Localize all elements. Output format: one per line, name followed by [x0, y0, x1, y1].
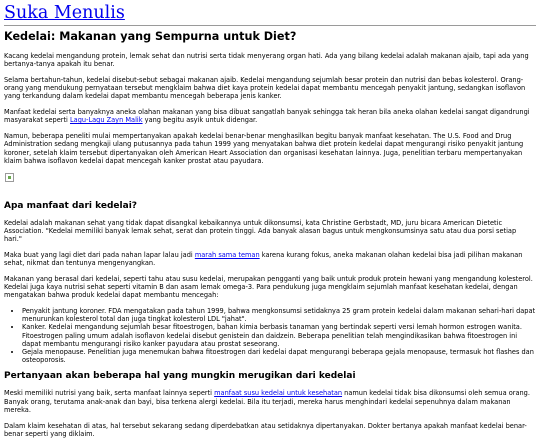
site-title-link[interactable]: Suka Menulis: [4, 3, 125, 23]
text-span: Maka buat yang lagi diet dari pada nahan lapar lalau jadi: [4, 250, 195, 259]
link-lagu-zayn-malik[interactable]: Lagu-Lagu Zayn Malik: [69, 116, 143, 125]
broken-image-icon: [5, 173, 14, 182]
intro-paragraph-3: [4, 108, 536, 124]
text-span: yang begitu asyik untuk didengar.: [142, 116, 258, 125]
section-2-paragraph-2: Dalam klaim kesehatan di atas, hal tersebut sekarang sedang diperdebatkan atau setidaknya dipertanyakan. Dokter bertanya apakah manfaat kedelai benar-benar seperti yang diklaim.: [4, 421, 527, 438]
post-title: Kedelai: Makanan yang Sempurna untuk Diet?: [4, 30, 297, 43]
section-1-paragraph-3: Makanan yang berasal dari kedelai, seperti tahu atau susu kedelai, merupakan pengganti yang baik untuk produk protein hewani yang mengandung kolesterol. Kedelai juga kaya nutrisi sehat seperti vitamin B dan asam lemak omega-3. Para pendukung juga mengklaim sejumlah manfaat kesehatan kedelai, dengan mengatakan bahwa produk kedelai dapat membantu mencegah:: [4, 274, 533, 300]
list-item: • Gejala menopause. Penelitian juga menemukan bahwa fitoestrogen dari kedelai dapat mengurangi beberapa gejala menopause, termasuk hot flashes dan osteoporosis.: [22, 348, 536, 364]
section-heading-manfaat: Apa manfaat dari kedelai?: [4, 200, 138, 211]
section-1-paragraph-1: Kedelai adalah makanan sehat yang tidak dapat disangkal kebaikannya untuk dikonsumsi, kata Christine Gerbstadt, MD, juru bicara American Dietetic Association. "Kedelai memiliki banyak lemak sehat, serat dan protein tinggi. Ada banyak alasan bagus untuk mengkonsumsinya satu atau dua porsi setiap hari.": [4, 218, 517, 244]
link-manfaat-susu-kedelai[interactable]: manfaat susu kedelai untuk kesehatan: [214, 389, 343, 398]
list-item: • Penyakit jantung koroner. FDA mengatakan pada tahun 1999, bahwa mengkonsumsi setidaknya 25 gram protein kedelai dalam makanan sehari-hari dapat menurunkan kolesterol total dan juga tingkat kolesterol LDL "jahat".: [22, 307, 536, 323]
text-span: karena kurang fokus, aneka makanan olahan kedelai bisa jadi pilihan makanan sehat, nikmat dan tentunya mengenyangkan.: [4, 250, 523, 268]
intro-paragraph-1: Kacang kedelai mengandung protein, lemak sehat dan nutrisi serta tidak menyerang organ hati. Ada yang bilang kedelai adalah makanan ajaib, tapi ada yang bertanya-tanya apakah itu benar.: [4, 52, 529, 69]
post-article: [4, 30, 536, 438]
header-divider: [4, 25, 536, 26]
text-span: Meski memiliki nutrisi yang baik, serta manfaat lainnya seperti: [4, 389, 215, 398]
text-span: namun kedelai tidak bisa dikonsumsi oleh semua orang. Banyak orang, terutama anak-anak dan bayi, bisa terkena alergi kedelai. Bila itu terjadi, mereka harus menghindari kedelai sepenuhnya dalam makanan mereka.: [4, 389, 530, 414]
benefits-list: [4, 307, 536, 364]
intro-paragraph-4: Namun, beberapa peneliti mulai mempertanyakan apakah kedelai benar-benar menghasilkan begitu banyak manfaat kesehatan. The U.S. Food and Drug Administration sedang mengkaji ulang putusannya pada tahun 1999 yang menyatakan bahwa diet protein kedelai dapat mengurangi risiko penyakit jantung koroner, setelah klaim tersebut dipertanyakan oleh American Heart Association dan organisasi kesehatan lainnya. Juga, penelitian terbaru mempertanyakan klaim bahwa isoflavon kedelai dapat mencegah kanker prostat atau payudara.: [4, 132, 524, 165]
intro-paragraph-2: Selama bertahun-tahun, kedelai disebut-sebut sebagai makanan ajaib. Kedelai mengandung sejumlah besar protein dan nutrisi dan bebas kolesterol. Orang-orang yang mendukung pernyataan tersebut mengklaim bahwa diet kaya protein kedelai dapat membantu mencegah penyakit jantung, sedangkan isoflavon yang terkandung dalam kedelai dapat membantu mencegah beberapa jenis kanker.: [4, 76, 526, 101]
text-span: Manfaat kedelai serta banyaknya aneka olahan makanan yang bisa dibuat sangatlah banyak sehingga tak heran bila aneka olahan kedelai sangat digandrungi masyarakat seperti: [4, 108, 530, 125]
section-1-paragraph-2: [4, 251, 536, 267]
section-2-paragraph-1: [4, 389, 536, 414]
site-title: [4, 3, 536, 23]
list-item: • Kanker. Kedelai mengandung sejumlah besar fitoestrogen, bahan kimia berbasis tanaman yang bertindak seperti versi lemah hormon estrogen wanita. Fitoestrogen paling umum adalah isoflavon kedelai disebut genistein dan daidzein. Beberapa penelitian telah mengindikasikan bahwa fitoestrogen ini dapat membantu mengurangi risiko kanker payudara atau prostat seseorang.: [22, 323, 536, 348]
link-marah-sama-teman[interactable]: marah sama teman: [194, 250, 260, 259]
section-heading-pertanyaan: Pertanyaan akan beberapa hal yang mungkin merugikan dari kedelai: [4, 371, 356, 382]
